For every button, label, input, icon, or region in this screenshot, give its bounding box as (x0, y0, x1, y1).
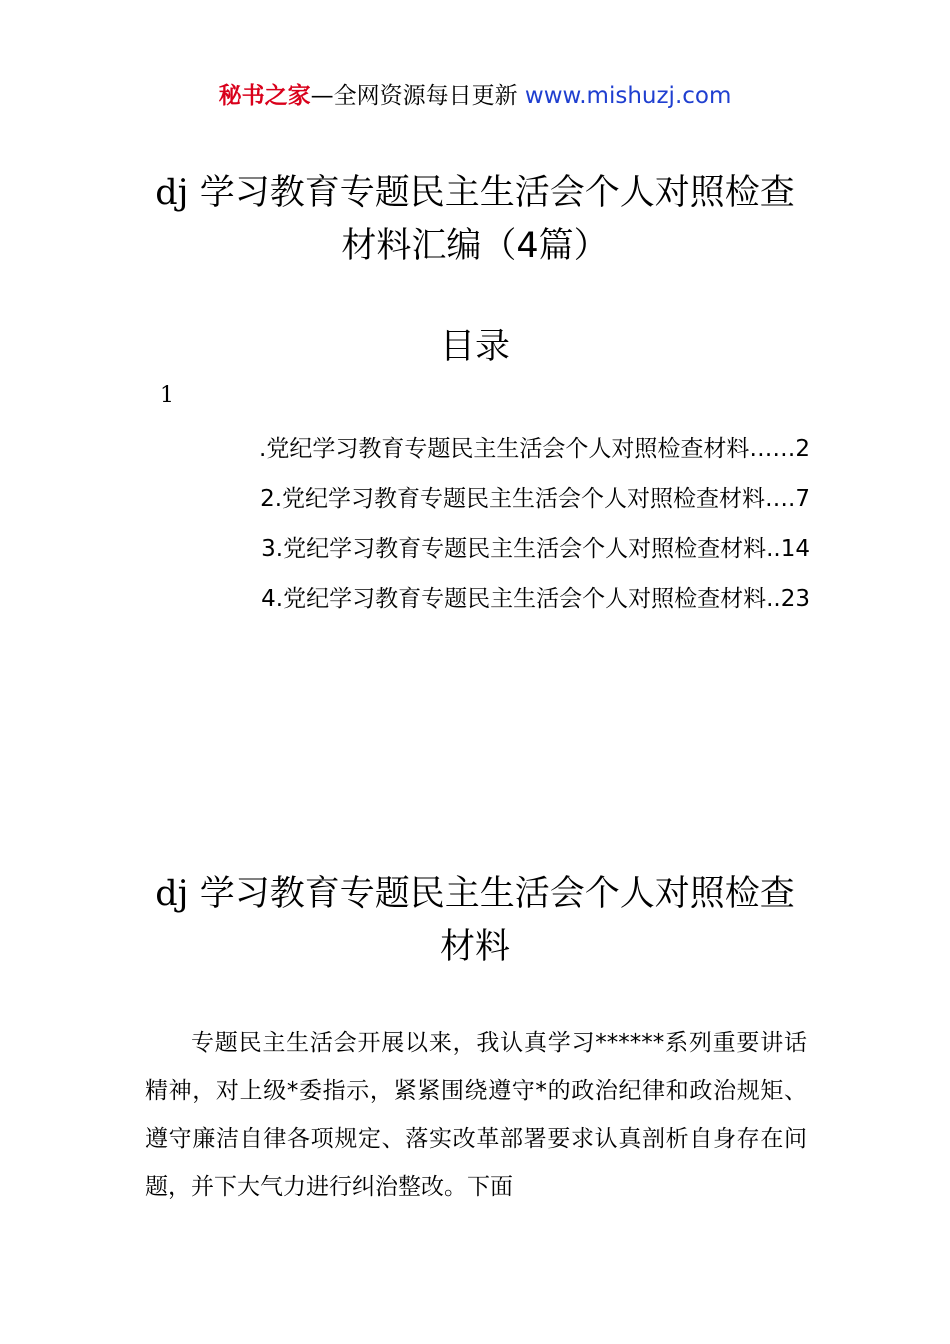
toc-item-1[interactable]: .党纪学习教育专题民主生活会个人对照检查材料……2 (259, 436, 810, 462)
section-title-line2: 材料 (439, 927, 510, 967)
site-url-link[interactable]: www.mishuzj.com (524, 83, 732, 109)
site-header (0, 78, 950, 114)
table-of-contents (190, 424, 810, 624)
section-title-line1: 学习教育专题民主生活会个人对照检查 (199, 874, 795, 914)
toc-heading: 目录 (439, 327, 510, 367)
toc-item-4[interactable]: 4.党纪学习教育专题民主生活会个人对照检查材料..23 (261, 586, 810, 612)
header-slogan: —全网资源每日更新 (310, 83, 518, 109)
document-title-line1: 学习教育专题民主生活会个人对照检查 (199, 173, 795, 213)
toc-item-2[interactable]: 2.党纪学习教育专题民主生活会个人对照检查材料….7 (260, 486, 810, 512)
brand-name: 秘书之家 (218, 83, 311, 109)
document-title-line2: 材料汇编（4篇） (341, 226, 609, 266)
section-title (0, 868, 950, 974)
document-title (0, 167, 950, 273)
toc-item-3[interactable]: 3.党纪学习教育专题民主生活会个人对照检查材料..14 (261, 536, 810, 562)
section-title-prefix: dj (155, 874, 189, 914)
body-paragraph: 专题民主生活会开展以来，我认真学习******系列重要讲话精神，对上级*委指示，紧紧围绕遵守*的政治纪律和政治规矩、遵守廉洁自律各项规定、落实改革部署要求认真剖析自身存在问题，并下大气力进行纠治整改。下面 (145, 1030, 807, 1200)
toc-marker: 1 (160, 383, 174, 408)
document-title-prefix: dj (155, 173, 189, 213)
